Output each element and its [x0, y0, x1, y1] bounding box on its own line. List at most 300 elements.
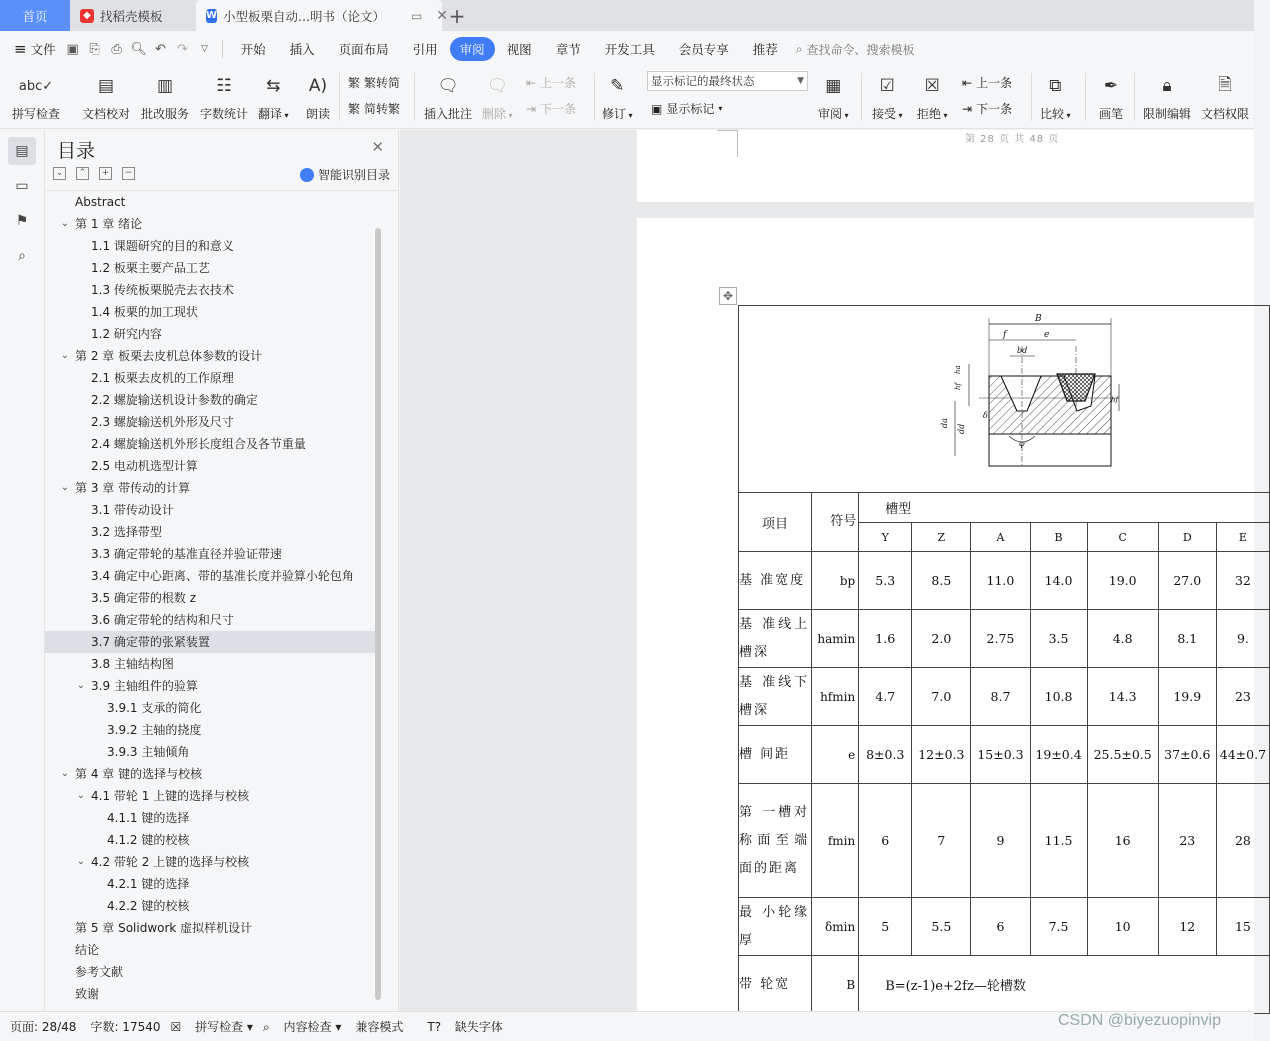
table-cell: 44±0.7 [1216, 726, 1269, 784]
word-count-label: 字数统计 [200, 107, 249, 121]
review-pane-button[interactable]: ▦ 审阅 ▾ [818, 71, 849, 122]
menu-item-view[interactable]: 视图 [506, 42, 532, 57]
table-cell: 23 [1216, 668, 1269, 726]
table-cell: 3.5 [1030, 610, 1087, 668]
table-cell: 10.8 [1030, 668, 1087, 726]
prev-change-label: 上一条 [976, 76, 1013, 90]
delete-comment-icon: 🗨︎ [486, 76, 509, 96]
table-cell: 11.5 [1030, 784, 1087, 898]
row-symbol: δmin [812, 898, 859, 956]
chevron-down-icon[interactable]: ⌄ [60, 218, 70, 229]
remove-heading-icon[interactable]: − [122, 167, 135, 180]
trad-to-simp-button[interactable] [348, 74, 400, 91]
read-aloud-label: 朗读 [305, 107, 330, 121]
prev-change-button[interactable] [962, 74, 1012, 91]
row-symbol: e [812, 726, 859, 784]
float-window-icon[interactable]: ▭ [410, 8, 423, 23]
toc-item[interactable] [45, 235, 399, 257]
toc-item[interactable] [45, 851, 399, 873]
toc-item[interactable] [45, 829, 399, 851]
title-tab-bar [0, 0, 1254, 31]
close-tab-icon[interactable]: ✕ [436, 7, 449, 24]
next-change-label: 下一条 [976, 102, 1013, 116]
toc-item-label: 3.9 主轴组件的验算 [91, 679, 198, 693]
label-phi: φ [1019, 439, 1025, 448]
toc-item[interactable] [45, 961, 399, 983]
toc-item-label: 3.9.2 主轴的挠度 [107, 723, 202, 737]
ribbon-divider [861, 73, 862, 121]
export-pdf-icon[interactable]: ⎘ [89, 41, 100, 57]
tab-document[interactable] [196, 0, 449, 31]
toc-item[interactable] [45, 917, 399, 939]
doc-background [400, 130, 637, 1011]
label-e: e [1044, 330, 1050, 340]
lock-doc-icon: 🔒︎ [1162, 76, 1172, 96]
toc-item-label: 第 1 章 绪论 [75, 217, 143, 231]
toc-item[interactable] [45, 389, 399, 411]
doc-proofread-icon: ▤ [97, 76, 115, 96]
toc-item[interactable] [45, 455, 399, 477]
label-hf: hf [954, 382, 962, 390]
status-word-count[interactable]: 字数: 17540 [90, 1020, 161, 1034]
table-cell: 7.0 [912, 668, 971, 726]
tab-template-label: 找稻壳模板 [100, 8, 163, 24]
search-icon: ⌕ [795, 41, 803, 56]
toc-item-label: 第 3 章 带传动的计算 [75, 481, 191, 495]
insert-comment-label: 插入批注 [424, 107, 473, 121]
toc-item[interactable] [45, 719, 399, 741]
table-cell: 8.1 [1158, 610, 1216, 668]
toc-item-label: 4.2 带轮 2 上键的选择与校核 [91, 855, 250, 869]
table-cell: 14.0 [1030, 552, 1087, 610]
toc-item-label: 4.2.2 键的校核 [107, 899, 190, 913]
save-icon[interactable]: ▣ [66, 41, 79, 57]
chevron-down-icon[interactable]: ⌄ [76, 856, 86, 867]
chevron-down-icon[interactable]: ⌄ [76, 680, 86, 691]
toc-item-label: 1.2 板栗主要产品工艺 [91, 261, 210, 275]
toc-item-label: 2.5 电动机选型计算 [91, 459, 198, 473]
bookmark-icon[interactable]: ⚑ [15, 213, 29, 229]
toc-item[interactable] [45, 521, 399, 543]
doc-proofread-label: 文档校对 [82, 107, 131, 121]
track-changes-button[interactable]: ✎ 修订 ▾ [602, 71, 633, 122]
menu-item-layout[interactable]: 页面布局 [338, 42, 389, 57]
toc-tools [53, 167, 135, 180]
groove-figure-cell [739, 306, 1270, 493]
dropdown-arrow-icon: ▼ [797, 76, 804, 86]
toc-item-label: 4.2.1 键的选择 [107, 877, 190, 891]
command-search-placeholder: 查找命令、搜索模板 [806, 42, 915, 57]
show-markup-label: 显示标记 [666, 102, 715, 116]
table-cell: 8.5 [912, 552, 971, 610]
status-compat-mode: 兼容模式 [355, 1020, 404, 1034]
tab-template[interactable] [70, 0, 196, 31]
redo-icon[interactable]: ↷ [177, 41, 189, 57]
label-bd: bd [1017, 346, 1028, 355]
row-formula: B=(z-1)e+2fz—轮槽数 [859, 956, 1270, 1014]
prev-comment-label: 上一条 [540, 76, 577, 90]
table-cell: 5 [859, 898, 912, 956]
pen-button[interactable] [1096, 71, 1126, 122]
add-heading-icon[interactable]: + [99, 167, 112, 180]
chevron-down-icon[interactable]: ⌄ [60, 350, 70, 361]
toc-item-label: 2.3 螺旋输送机外形及尺寸 [91, 415, 234, 429]
table-cell: 32 [1216, 552, 1269, 610]
toc-item[interactable] [45, 499, 399, 521]
table-row [739, 552, 1270, 610]
table-cell: 9 [971, 784, 1030, 898]
toc-item[interactable] [45, 323, 399, 345]
row-item-name: 最 小轮缘厚 [739, 898, 812, 956]
row-item-name: 槽 间距 [739, 726, 812, 784]
prev-change-icon: ⇤ [962, 75, 973, 90]
menu-item-insert[interactable]: 插入 [289, 42, 315, 57]
table-cell: 7 [912, 784, 971, 898]
page-break [637, 202, 1254, 218]
toc-item[interactable] [45, 191, 399, 213]
insert-comment-icon: 🗨︎ [437, 76, 459, 96]
document-canvas [637, 130, 1267, 1011]
toc-item[interactable] [45, 367, 399, 389]
table-cell: 2.75 [971, 610, 1030, 668]
groove-type-cell: Y [859, 523, 912, 552]
toc-item-label: 1.1 课题研究的目的和意义 [91, 239, 234, 253]
label-f: f [1003, 330, 1007, 340]
menu-bar [0, 31, 1254, 67]
label-da: da [940, 418, 949, 428]
table-cell: 23 [1158, 784, 1216, 898]
row-symbol: fmin [812, 784, 859, 898]
toc-item[interactable] [45, 345, 399, 367]
menu-item-start[interactable]: 开始 [240, 42, 266, 57]
chevron-down-icon[interactable]: ⌄ [76, 790, 86, 801]
table-cell: 6 [971, 898, 1030, 956]
writer-icon: W [206, 10, 218, 21]
header-groove-type: 槽型 [859, 493, 1270, 523]
table-cell: 4.8 [1087, 610, 1158, 668]
toc-title: 目录 [57, 140, 96, 162]
batch-service-label: 批改服务 [141, 107, 190, 121]
doc-permission-icon: 🗎 [1218, 74, 1232, 95]
header-symbol: 符号 [812, 493, 859, 552]
table-row [739, 784, 1270, 898]
track-changes-label: 修订 [602, 107, 627, 121]
toc-item-label: 结论 [75, 943, 100, 957]
table-cell: 19.0 [1087, 552, 1158, 610]
table-cell: 8±0.3 [859, 726, 912, 784]
read-aloud-button[interactable] [303, 71, 333, 122]
page-footer: 第 28 页 共 48 页 [965, 134, 1060, 145]
abc-check-icon: abc✓ [18, 78, 54, 94]
toc-panel-icon[interactable]: ▤ [8, 137, 36, 165]
compare-icon: ⧉ [1049, 76, 1062, 96]
accept-button[interactable]: ☑ 接受 ▾ [872, 71, 903, 122]
ribbon-divider [594, 73, 595, 121]
insert-comment-button[interactable] [424, 71, 472, 122]
pen-icon: ✒ [1103, 76, 1119, 96]
menu-item-devtools[interactable]: 开发工具 [604, 42, 655, 57]
table-cell: 15 [1216, 898, 1269, 956]
delete-comment-label: 删除 [482, 107, 507, 121]
simp-to-trad-label: 简转繁 [364, 102, 401, 116]
row-item-name: 基 准宽度 [739, 552, 812, 610]
toc-item[interactable] [45, 939, 399, 961]
toc-item-label: 3.5 确定带的根数 z [91, 591, 197, 605]
status-spell-label: 拼写检查 [195, 1020, 244, 1034]
quick-access-dropdown-icon[interactable]: ▽ [201, 44, 209, 54]
accept-label: 接受 [872, 107, 897, 121]
new-tab-button[interactable] [442, 0, 472, 31]
restrict-edit-button[interactable] [1143, 71, 1191, 122]
menu-item-references[interactable]: 引用 [412, 42, 438, 57]
doc-permission-button[interactable] [1201, 71, 1249, 122]
status-spell-check[interactable]: ☒ 拼写检查 ▾ [170, 1020, 253, 1034]
simp-trad-icon: 繁 [348, 102, 361, 116]
toc-item[interactable] [45, 543, 399, 565]
next-comment-button[interactable] [526, 100, 576, 117]
row-item-name: 基 准线下槽深 [739, 668, 812, 726]
row-symbol: bp [812, 552, 859, 610]
translate-icon: ⇆ [266, 76, 281, 96]
toc-item[interactable] [45, 653, 399, 675]
toc-item-label: 3.2 选择带型 [91, 525, 162, 539]
command-search[interactable] [796, 41, 915, 58]
spell-check-button[interactable] [12, 71, 60, 122]
hamburger-icon: ≡ [14, 40, 27, 58]
toc-item-label: 3.9.3 主轴倾角 [107, 745, 190, 759]
toc-item[interactable] [45, 697, 399, 719]
markup-state-select[interactable] [647, 71, 808, 91]
table-cell: 15±0.3 [971, 726, 1030, 784]
chevron-down-icon[interactable]: ⌄ [60, 768, 70, 779]
compare-label: 比较 [1040, 107, 1065, 121]
doc-proofread-button[interactable] [82, 71, 130, 122]
toc-item-label: 4.1.2 键的校核 [107, 833, 190, 847]
reject-icon: ☒ [924, 76, 940, 96]
table-cell: 28 [1216, 784, 1269, 898]
toc-item-label: 3.9.1 支承的简化 [107, 701, 202, 715]
groove-table-wrap [738, 305, 1268, 1025]
margin-mark [737, 130, 738, 157]
close-icon[interactable]: ✕ [371, 138, 384, 156]
toc-item-label: 第 2 章 板栗去皮机总体参数的设计 [75, 349, 263, 363]
collapse-all-icon[interactable]: ⌃ [76, 167, 89, 180]
simp-to-trad-button[interactable] [348, 100, 400, 117]
trad-to-simp-label: 繁转简 [364, 76, 401, 90]
row-item-name: 带 轮宽 [739, 956, 812, 1014]
toc-item-label: 1.4 板栗的加工现状 [91, 305, 198, 319]
find-icon[interactable]: ⌕ [18, 248, 26, 264]
review-ribbon [0, 67, 1254, 129]
table-cell: 12 [1158, 898, 1216, 956]
label-delta: δ [983, 411, 988, 420]
toc-item-label: 3.7 确定带的张紧装置 [91, 635, 210, 649]
toc-item[interactable] [45, 609, 399, 631]
file-menu[interactable] [14, 37, 62, 61]
groove-table-body [739, 552, 1270, 1014]
groove-cross-section-figure [739, 306, 1269, 489]
row-symbol: B [812, 956, 859, 1014]
delete-comment-button[interactable]: 🗨︎ 删除 ▾ [482, 71, 513, 122]
toc-item-label: 3.8 主轴结构图 [91, 657, 174, 671]
read-aloud-icon: A) [308, 76, 328, 96]
expand-all-icon[interactable]: ⌄ [53, 167, 66, 180]
toc-item[interactable] [45, 631, 375, 653]
toc-item[interactable] [45, 785, 399, 807]
next-change-icon: ⇥ [962, 101, 973, 116]
toc-item-label: 2.4 螺旋输送机外形长度组合及各节重量 [91, 437, 306, 451]
restrict-edit-label: 限制编辑 [1143, 107, 1192, 121]
toc-item-label: Abstract [75, 195, 126, 209]
toc-item[interactable] [45, 895, 399, 917]
compare-button[interactable]: ⧉ 比较 ▾ [1040, 71, 1071, 122]
toc-item-label: 4.1 带轮 1 上键的选择与校核 [91, 789, 250, 803]
previous-page-bottom [637, 130, 1254, 202]
label-dd: dd [957, 423, 966, 434]
show-markup-icon: ▣ [651, 101, 663, 116]
table-cell: 27.0 [1158, 552, 1216, 610]
toc-item-label: 2.1 板栗去皮机的工作原理 [91, 371, 234, 385]
batch-service-button[interactable] [141, 71, 189, 122]
table-cell: 16 [1087, 784, 1158, 898]
groove-type-cell: B [1030, 523, 1087, 552]
ribbon-divider [414, 73, 415, 121]
menu-item-recommend[interactable]: 推荐 [752, 42, 778, 57]
smart-toc-button[interactable] [300, 166, 390, 183]
label-hf2: hf [1111, 396, 1119, 404]
menu-item-member[interactable]: 会员专享 [678, 42, 729, 57]
next-comment-icon: ⇥ [526, 101, 537, 116]
table-cell: 11.0 [971, 552, 1030, 610]
toc-item-label: 参考文献 [75, 965, 124, 979]
label-ha: ha [954, 365, 962, 374]
smart-toc-label: 智能识别目录 [317, 168, 390, 182]
status-page[interactable]: 页面: 28/48 [10, 1020, 77, 1034]
print-icon[interactable]: ⎙ [111, 41, 122, 57]
groove-type-cell: Z [912, 523, 971, 552]
ribbon-divider [339, 73, 340, 121]
table-row [739, 726, 1270, 784]
table-cell: 12±0.3 [912, 726, 971, 784]
review-pane-icon: ▦ [825, 76, 842, 96]
groove-type-cell: E [1216, 523, 1269, 552]
prev-comment-button[interactable] [526, 74, 576, 91]
next-change-button[interactable] [962, 100, 1012, 117]
row-symbol: hfmin [812, 668, 859, 726]
menu-item-review[interactable]: 审阅 [450, 37, 495, 61]
table-cell: 7.5 [1030, 898, 1087, 956]
toc-item[interactable] [45, 807, 399, 829]
toc-list [45, 190, 399, 1008]
show-markup-button[interactable]: ▣ 显示标记 ▾ [651, 101, 723, 116]
plus-icon: + [448, 3, 466, 28]
toc-item-label: 3.6 确定带轮的结构和尺寸 [91, 613, 234, 627]
toc-item[interactable] [45, 675, 399, 697]
toc-item[interactable] [45, 301, 399, 323]
file-menu-label: 文件 [30, 42, 56, 57]
status-missing-font-label: 缺失字体 [454, 1020, 503, 1034]
nav-strip [0, 130, 45, 1011]
toc-item[interactable] [45, 587, 399, 609]
toc-item[interactable] [45, 213, 399, 235]
table-row [739, 956, 1270, 1014]
groove-type-cell: C [1087, 523, 1158, 552]
status-content-check[interactable]: ⌕ 内容检查 ▾ [262, 1020, 342, 1034]
tab-home[interactable] [0, 0, 70, 31]
toc-item[interactable] [45, 433, 399, 455]
toc-item-label: 4.1.1 键的选择 [107, 811, 190, 825]
toc-item-label: 第 5 章 Solidwork 虚拟样机设计 [75, 921, 253, 935]
toc-item[interactable] [45, 741, 399, 763]
table-row [739, 668, 1270, 726]
ribbon-divider [1031, 73, 1032, 121]
table-cell: 14.3 [1087, 668, 1158, 726]
toc-item[interactable] [45, 257, 399, 279]
track-changes-icon: ✎ [610, 76, 625, 96]
word-count-button[interactable] [200, 71, 248, 122]
prev-comment-icon: ⇤ [526, 75, 537, 90]
watermark: CSDN @biyezuopinvip [1058, 1012, 1221, 1029]
menu-divider [222, 40, 223, 58]
toc-item-label: 1.3 传统板栗脱壳去衣技术 [91, 283, 234, 297]
toc-item[interactable] [45, 411, 399, 433]
toc-scrollbar[interactable] [375, 228, 381, 1000]
menu-item-section[interactable]: 章节 [555, 42, 581, 57]
status-content-label: 内容检查 [283, 1020, 332, 1034]
pulley-groove-table [738, 305, 1270, 1014]
toc-item[interactable] [45, 983, 399, 1005]
label-B: B [1035, 314, 1042, 324]
table-cell: 19±0.4 [1030, 726, 1087, 784]
reject-label: 拒绝 [917, 107, 942, 121]
translate-label: 翻译 [258, 107, 283, 121]
table-move-handle[interactable]: ✥ [719, 287, 737, 305]
row-item-name: 第 一槽对称面至端面的距离 [739, 784, 812, 898]
chapter-nav-icon[interactable]: ▭ [15, 178, 29, 194]
margin-mark [717, 130, 737, 131]
spell-check-label: 拼写检查 [12, 107, 61, 121]
batch-service-icon: ▥ [156, 76, 174, 96]
table-cell: 37±0.6 [1158, 726, 1216, 784]
status-missing-font[interactable]: T? 缺失字体 [427, 1020, 503, 1034]
trad-simp-icon: 繁 [348, 76, 361, 90]
translate-button[interactable]: ⇆ 翻译 ▾ [258, 71, 289, 122]
toc-item[interactable] [45, 873, 399, 895]
table-row [739, 610, 1270, 668]
reject-button[interactable]: ☒ 拒绝 ▾ [917, 71, 948, 122]
table-cell: 19.9 [1158, 668, 1216, 726]
toc-item-label: 3.3 确定带轮的基准直径并验证带速 [91, 547, 282, 561]
toc-item[interactable] [45, 279, 399, 301]
print-preview-icon[interactable]: 🔍︎ [130, 41, 147, 57]
toc-item[interactable] [45, 477, 399, 499]
chevron-down-icon[interactable]: ⌄ [60, 482, 70, 493]
toc-item[interactable] [45, 763, 399, 785]
accept-icon: ☑ [879, 76, 895, 96]
groove-type-cell: D [1158, 523, 1216, 552]
undo-icon[interactable]: ↶ [155, 41, 167, 57]
toc-item-label: 致谢 [75, 987, 100, 1001]
table-row [739, 898, 1270, 956]
toc-item-label: 1.2 研究内容 [91, 327, 162, 341]
markup-state-value: 显示标记的最终状态 [651, 74, 755, 88]
row-symbol: hamin [812, 610, 859, 668]
ribbon-divider [1085, 73, 1086, 121]
tab-document-label: 小型板栗自动...明书（论文） [223, 8, 385, 24]
table-cell: 5.3 [859, 552, 912, 610]
toc-item[interactable] [45, 565, 399, 587]
table-cell: 1.6 [859, 610, 912, 668]
